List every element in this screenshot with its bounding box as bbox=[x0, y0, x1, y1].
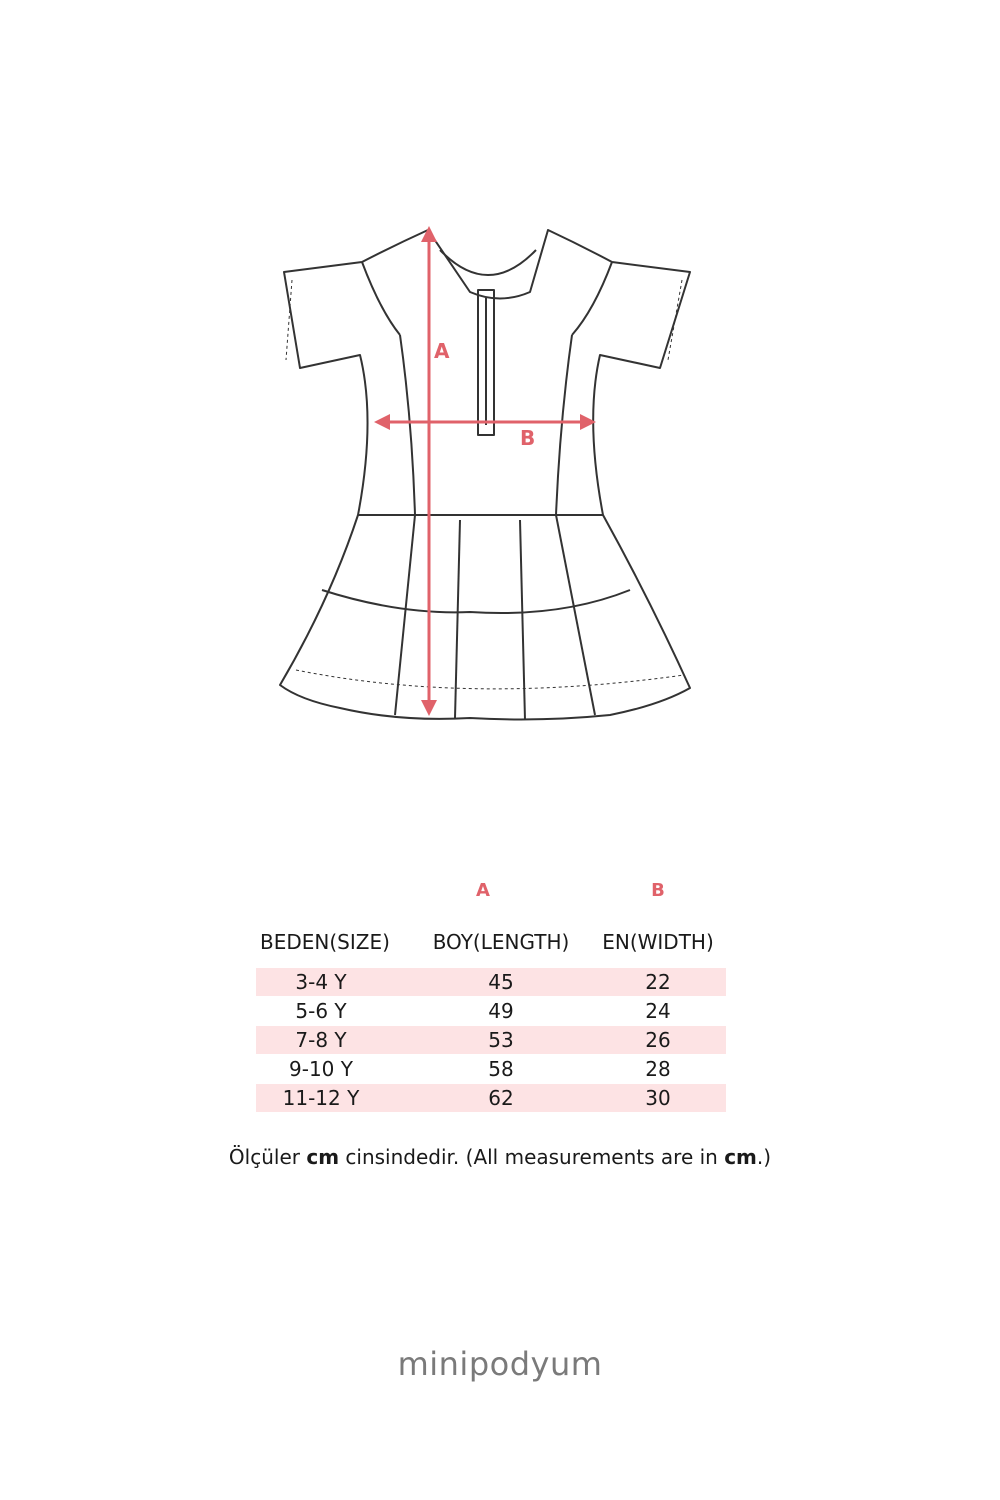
cell-size: 11-12 Y bbox=[282, 1086, 360, 1110]
cell-size: 5-6 Y bbox=[295, 999, 347, 1023]
cell-size: 9-10 Y bbox=[289, 1057, 353, 1081]
note-text-1: Ölçüler bbox=[228, 1145, 307, 1169]
table-row bbox=[256, 1026, 726, 1054]
note-unit-2: cm bbox=[724, 1145, 757, 1169]
cell-width: 28 bbox=[645, 1057, 671, 1081]
note-unit-1: cm bbox=[306, 1145, 340, 1169]
cell-length: 62 bbox=[488, 1086, 514, 1110]
table-row bbox=[256, 1055, 726, 1083]
column-letter-a: A bbox=[476, 880, 490, 901]
measurement-note bbox=[0, 1145, 1000, 1169]
brand-logo: minipodyum bbox=[397, 1345, 603, 1383]
dimension-label-a: A bbox=[434, 339, 450, 363]
table-row bbox=[256, 1084, 726, 1112]
header-size: BEDEN(SIZE) bbox=[260, 930, 390, 954]
cell-length: 58 bbox=[488, 1057, 514, 1081]
cell-width: 30 bbox=[645, 1086, 671, 1110]
note-text-2: cinsindedir. (All measurements are in bbox=[339, 1145, 725, 1169]
column-letter-b: B bbox=[651, 880, 665, 901]
cell-size: 7-8 Y bbox=[295, 1028, 347, 1052]
header-length: BOY(LENGTH) bbox=[432, 930, 570, 954]
header-width: EN(WIDTH) bbox=[602, 930, 714, 954]
dimension-label-b: B bbox=[520, 426, 536, 450]
cell-width: 22 bbox=[645, 970, 671, 994]
cell-length: 45 bbox=[488, 970, 514, 994]
cell-length: 53 bbox=[488, 1028, 514, 1052]
cell-size: 3-4 Y bbox=[295, 970, 347, 994]
cell-width: 24 bbox=[645, 999, 671, 1023]
table-row bbox=[256, 997, 726, 1025]
note-text-3: .) bbox=[756, 1145, 772, 1169]
table-header bbox=[256, 928, 726, 956]
table-row bbox=[256, 968, 726, 996]
cell-length: 49 bbox=[488, 999, 514, 1023]
cell-width: 26 bbox=[645, 1028, 671, 1052]
